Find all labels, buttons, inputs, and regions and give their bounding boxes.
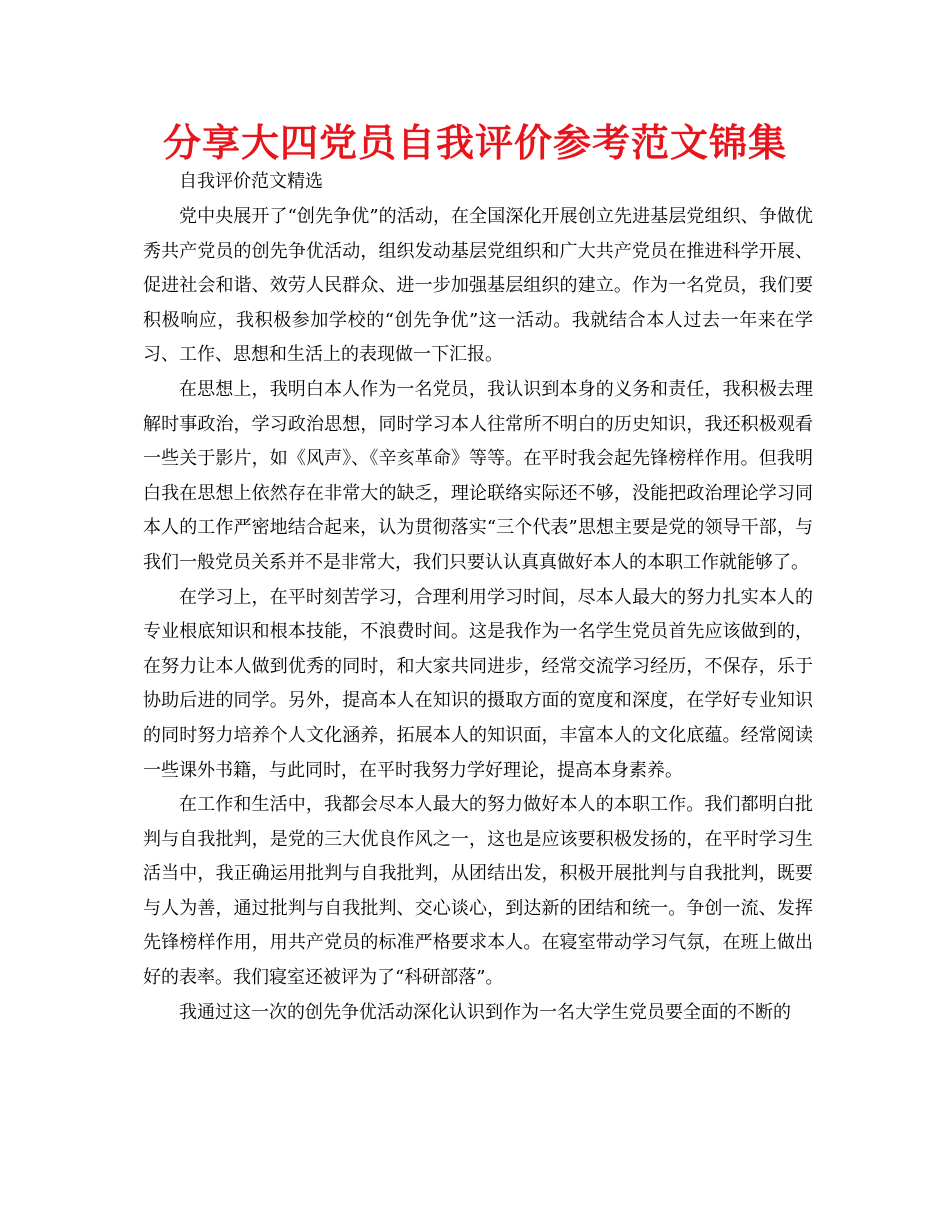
paragraph-2: 在思想上，我明白本人作为一名党员，我认识到本身的义务和责任，我积极去理解时事政治，学习政治思想，同时学习本人往常所不明白的历史知识，我还积极观看一些关于影片，如《风声》、《辛亥革命》等等。在平时我会起先锋榜样作用。但我明白我在思想上依然存在非常大的缺乏，理论联络实际还不够，没能把政治理论学习同本人的工作严密地结合起来，认为贯彻落实“三个代表”思想主要是党的领导干部，与我们一般党员关系并不是非常大，我们只要认认真真做好本人的本职工作就能够了。 <box>143 378 813 573</box>
paragraph-4: 在工作和生活中，我都会尽本人最大的努力做好本人的本职工作。我们都明白批判与自我批判，是党的三大优良作风之一，这也是应该要积极发扬的，在平时学习生活当中，我正确运用批判与自我批判，从团结出发，积极开展批判与自我批判，既要与人为善，通过批判与自我批判、交心谈心，到达新的团结和统一。争创一流、发挥先锋榜样作用，用共产党员的标准严格要求本人。在寝室带动学习气氛，在班上做出好的表率。我们寝室还被评为了“科研部落”。 <box>143 794 813 989</box>
paragraph-3: 在学习上，在平时刻苦学习，合理利用学习时间，尽本人最大的努力扎实本人的专业根底知识和根本技能，不浪费时间。这是我作为一名学生党员首先应该做到的，在努力让本人做到优秀的同时，和大家共同进步，经常交流学习经历，不保存，乐于协助后进的同学。另外，提高本人在知识的摄取方面的宽度和深度，在学好专业知识的同时努力培养个人文化涵养，拓展本人的知识面，丰富本人的文化底蕴。经常阅读一些课外书籍，与此同时，在平时我努力学好理论，提高本身素养。 <box>143 586 813 781</box>
paragraph-5: 我通过这一次的创先争优活动深化认识到作为一名大学生党员要全面的不断的 <box>179 1001 791 1023</box>
document-title: 分享大四党员自我评价参考范文锦集 <box>162 121 787 165</box>
document-body <box>143 200 813 1030</box>
paragraph-1: 党中央展开了“创先争优”的活动，在全国深化开展创立先进基层党组织、争做优秀共产党员的创先争优活动，组织发动基层党组织和广大共产党员在推进科学开展、促进社会和谐、效劳人民群众、进一步加强基层组织的建立。作为一名党员，我们要积极响应，我积极参加学校的“创先争优”这一活动。我就结合本人过去一年来在学习、工作、思想和生活上的表现做一下汇报。 <box>143 206 813 366</box>
document-subtitle: 自我评价范文精选 <box>179 171 323 192</box>
